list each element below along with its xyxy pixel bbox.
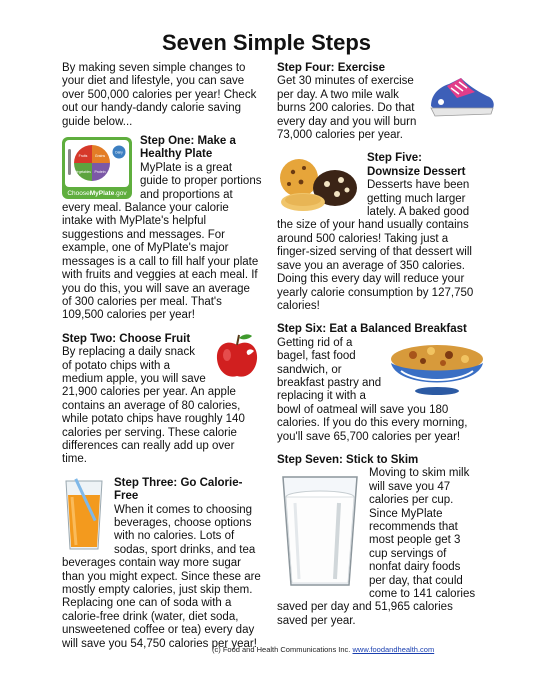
- step-five-heading: Step Five: Downsize Dessert: [367, 152, 466, 178]
- step-three-heading: Step Three: Go Calorie-Free: [114, 476, 243, 503]
- footer-copyright: (c) Food and Health Communications Inc.: [212, 645, 351, 654]
- milk-glass-image: [277, 471, 363, 591]
- sneaker-icon: [427, 70, 497, 120]
- apple-icon: [212, 331, 262, 381]
- myplate-logo-icon: [62, 137, 132, 199]
- logo-label-dairy: Dairy: [115, 150, 123, 155]
- logo-label-vegetables: Vegetables: [75, 170, 91, 175]
- step-two-body: By replacing a daily snack of potato chips with a medium apple, you will save 21,900 calories per year. An apple contains an average of 80 calories, while potato chips have roughly 140 calories per serving. These calorie differences can really add up over time.: [62, 346, 245, 466]
- left-column: [62, 62, 262, 651]
- myplate-logo: [62, 137, 132, 199]
- footer: [212, 645, 434, 654]
- step-two-heading: Step Two: Choose Fruit: [62, 332, 191, 345]
- step-four-heading: Step Four: Exercise: [277, 62, 386, 74]
- logo-text-gov: .gov: [114, 190, 127, 198]
- cookies-icon: [277, 154, 361, 212]
- step-seven-body: Moving to skim milk will save you 47 calories per cup. Since MyPlate recommends that most people get 3 cup servings of nonfat dairy foods per day, that could come to 141 calories saved per day and 51,965 calories saved per year.: [277, 467, 476, 627]
- sneaker-image: [427, 70, 497, 120]
- right-column: [277, 62, 477, 628]
- cookies-image: [277, 154, 361, 212]
- step-seven-heading: Step Seven: Stick to Skim: [277, 453, 419, 466]
- svg-text:ChooseMyPlate.gov: [67, 190, 127, 197]
- apple-image: [212, 331, 262, 381]
- step-one-body: MyPlate is a great guide to proper portions and proportions at every meal. Balance your calorie intake with MyPlate's helpful suggestions and messages. For example, one of MyPlate's major messages is a call to fill half your plate with fruits and veggies at each meal. If you do this, you will save an average of 300 calories per meal. That's 109,500 calories per year!: [62, 161, 262, 322]
- logo-label-fruits: Fruits: [78, 154, 88, 159]
- logo-text-myplate: MyPlate: [89, 190, 115, 198]
- footer-link[interactable]: www.foodandhealth.com: [352, 645, 435, 654]
- logo-label-grains: Grains: [94, 154, 106, 159]
- cereal-image: [387, 339, 487, 399]
- orange-juice-glass-icon: [62, 477, 106, 553]
- step-six-body: Getting rid of a bagel, fast food sandwich, or breakfast pastry and replacing it with a bowl of oatmeal will save you 180 calories. If you do this every morning, you'll save 65,700 calories per year!: [277, 336, 468, 443]
- step-three-body: When it comes to choosing beverages, choose options with no calories. Lots of sodas, sport drinks, and tea beverages contain way more sugar than you might expect. Since these are mostly empty calories, just skip them. Replacing one can of soda with a calorie-free drink (water, diet soda, unsweetened coffee or tea) every day will save you 54,750 calories per year!: [62, 503, 261, 650]
- page-title: Seven Simple Steps: [161, 30, 372, 55]
- milk-glass-icon: [277, 471, 363, 591]
- step-four-body: Get 30 minutes of exercise per day. A two mile walk burns 200 calories. Do that every day and you will burn 73,000 calories per year.: [277, 75, 417, 142]
- step-six-heading: Step Six: Eat a Balanced Breakfast: [277, 323, 467, 336]
- orange-juice-image: [62, 477, 106, 553]
- intro-text: By making seven simple changes to your diet and lifestyle, you can save over 500,000 calories per year! Check out our handy-dandy calorie saving guide below...: [62, 62, 257, 128]
- logo-label-protein: Protein: [94, 170, 106, 175]
- step-five-body: Desserts have been getting much larger lately. A baked good the size of your hand usually contains around 500 calories! Taking just a finger-sized serving of that dessert will save you an average of 350 calories. Doing this every day will reduce your yearly calorie consumption by 127,750 calories!: [277, 179, 474, 312]
- logo-text-choose: Choose: [67, 190, 90, 198]
- cereal-bowl-icon: [387, 339, 487, 399]
- step-one-heading: Step One: Make a Healthy Plate: [140, 135, 236, 161]
